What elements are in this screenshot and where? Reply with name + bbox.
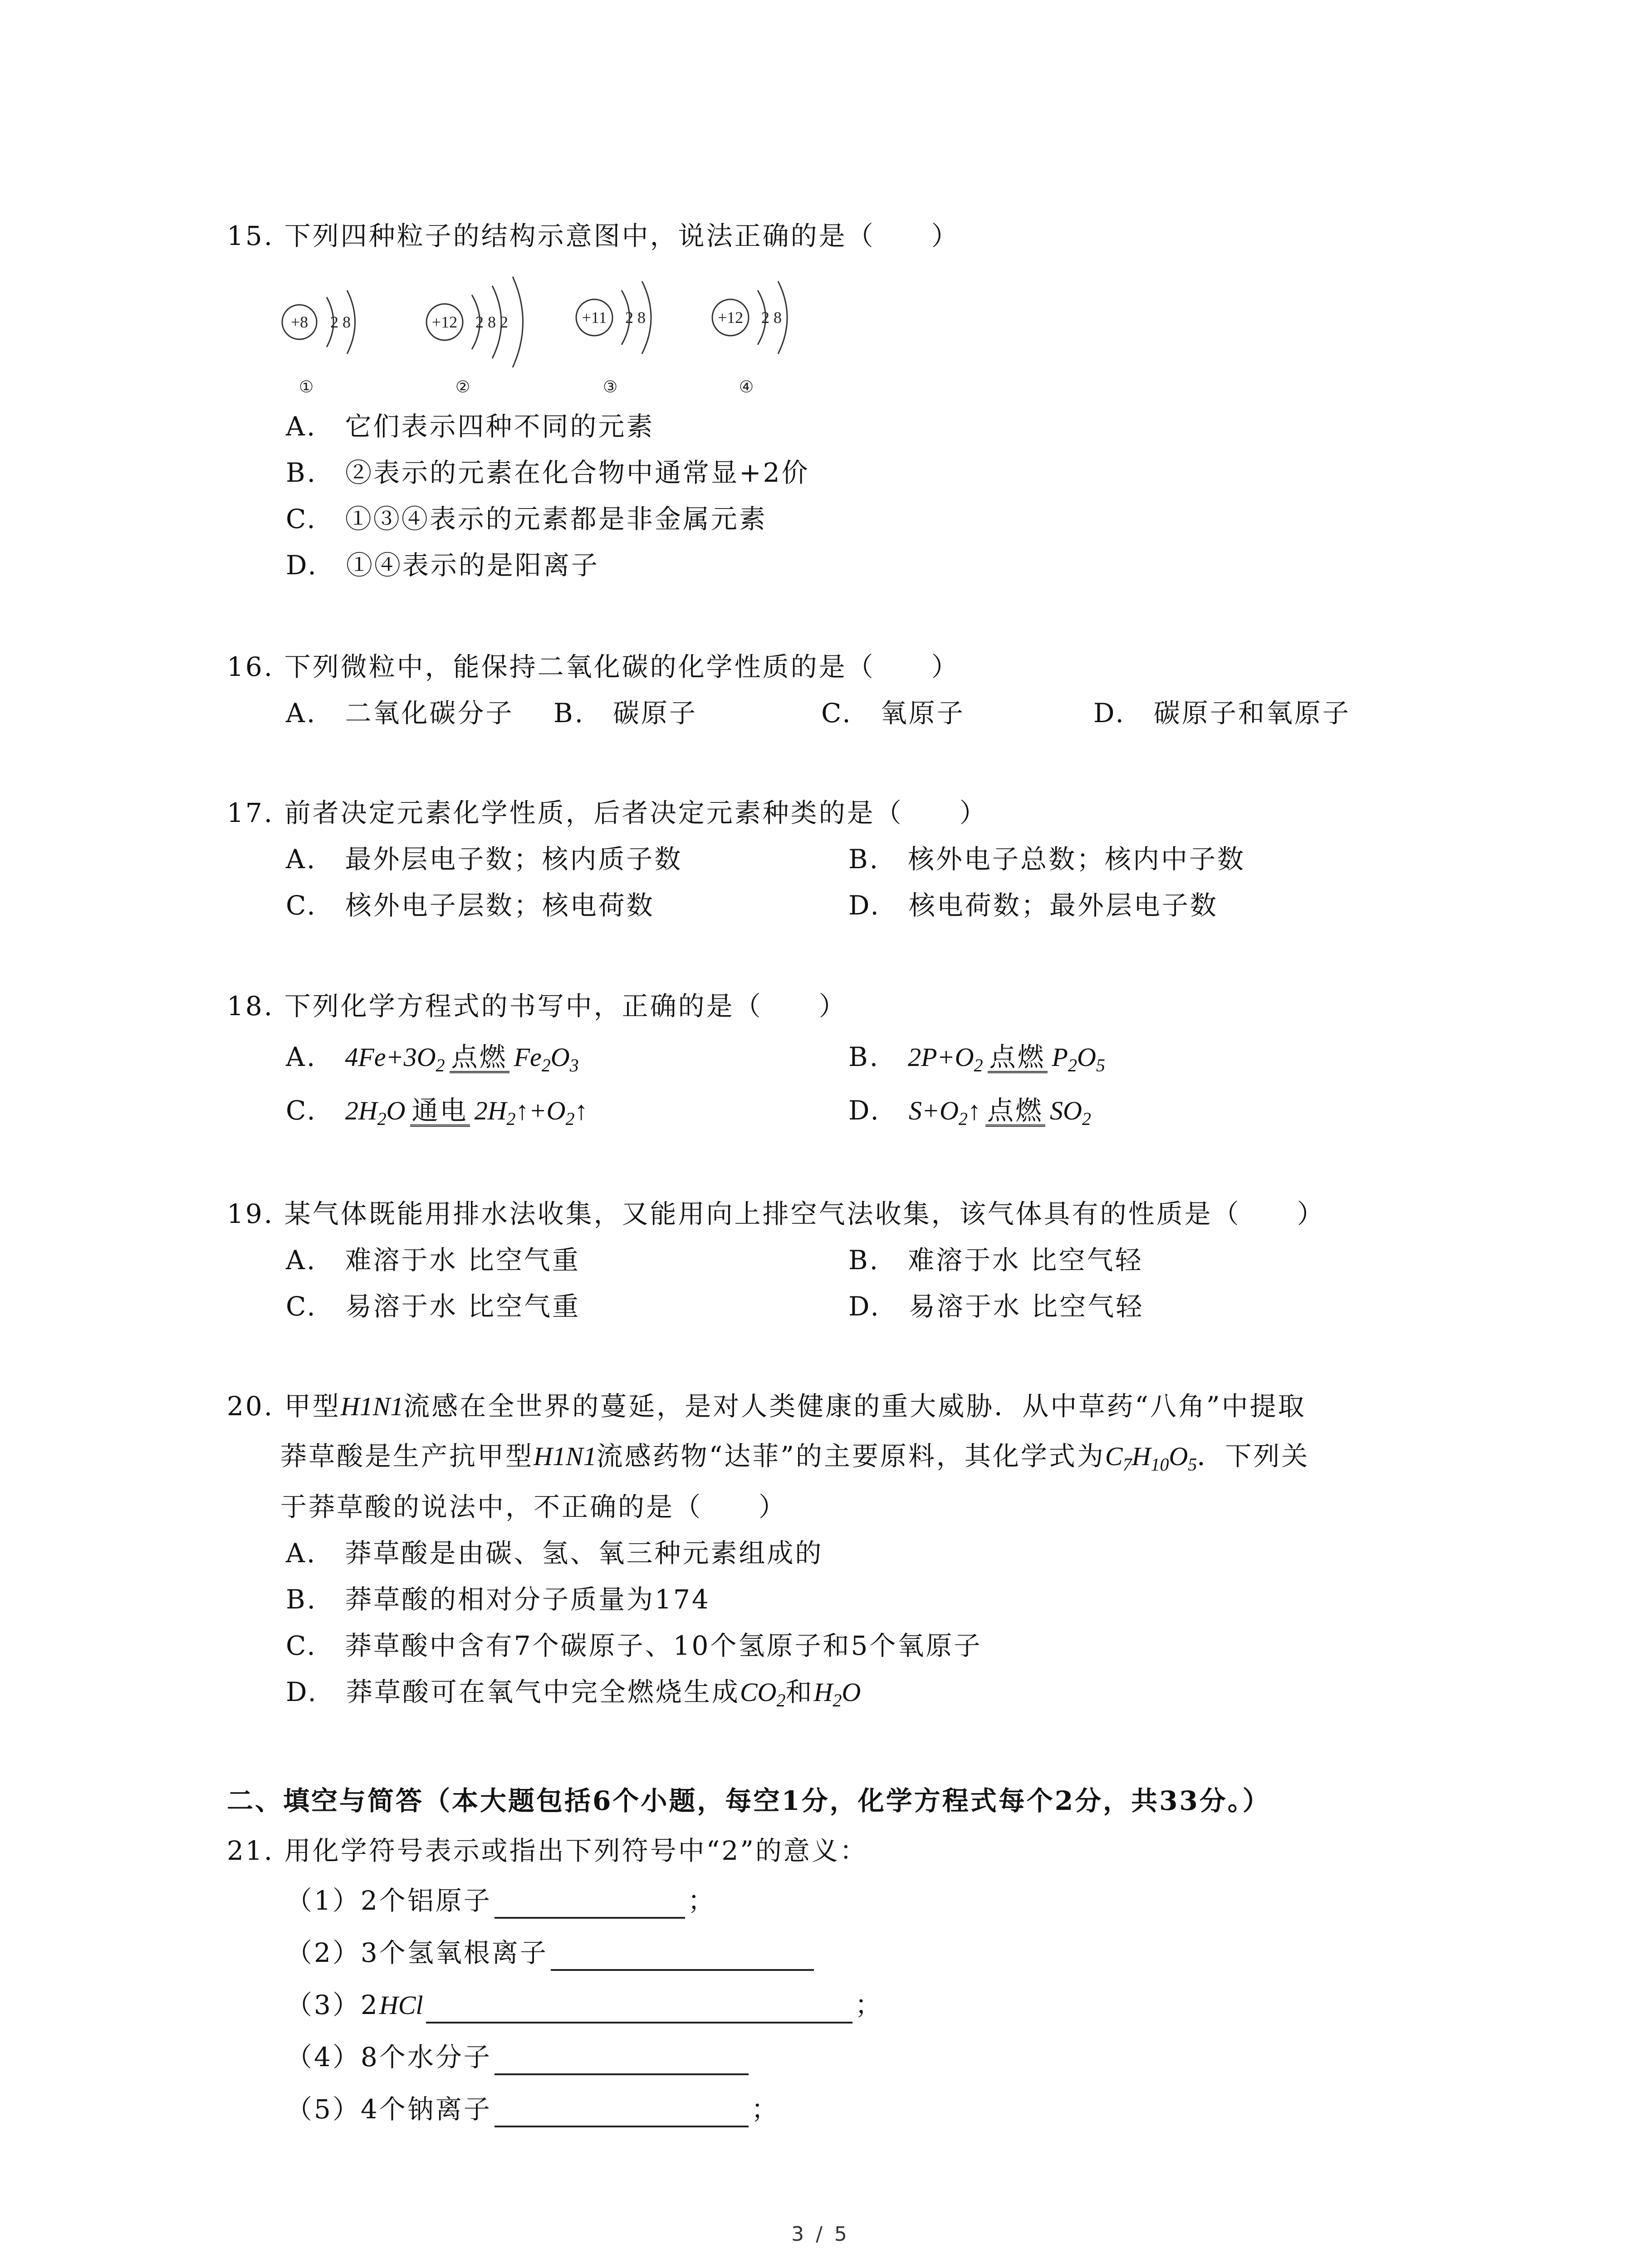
q20-option-c: C. 莽草酸中含有7个碳原子、10个氢原子和5个氧原子 [286,1630,982,1661]
answer-blank-1[interactable] [495,1890,685,1919]
q20-line2-c: ．下列关 [1197,1441,1310,1471]
q21-item-3-semicolon: ； [855,1989,883,2020]
q19-stem: 19. 某气体既能用排水法收集，又能用向上排空气法收集，该气体具有的性质是（ ） [227,1198,1325,1229]
q21-item-1 [286,1882,716,1919]
atom-diagram-1 [282,290,355,396]
label-4: ④ [739,378,754,396]
q20-option-d: D. 莽草酸可在氧气中完全燃烧生成$CO_2$和$H_2O$ [286,1677,861,1711]
q20-line1-b: 流感在全世界的蔓延，是对人类健康的重大威胁．从中草药“八角”中提取 [403,1391,1306,1422]
q18-option-d: D. $S+O_2↑$ 点燃 $SO_2$ [848,1092,1091,1137]
q21-item-5-text: （5）4个钠离子 [286,2094,492,2125]
q20-line2-b: 流感药物“达菲”的主要原料，其化学式为 [596,1441,1105,1471]
nucleus-2: +12 [431,313,458,331]
q21-item-1-semicolon: ； [687,1885,716,1916]
q20-option-d-text: D. 莽草酸可在氧气中完全燃烧生成 [286,1677,740,1707]
q15-stem: 15. 下列四种粒子的结构示意图中，说法正确的是（ ） [227,220,960,251]
q18-stem: 18. 下列化学方程式的书写中，正确的是（ ） [227,991,847,1022]
nucleus-1: +8 [290,313,309,331]
q16-option-c: C. 氧原子 [821,698,965,728]
nucleus-3: +11 [582,308,607,327]
answer-blank-5[interactable] [495,2098,749,2127]
q20-option-d-and: 和 [785,1677,814,1707]
nucleus-4: +12 [717,308,744,327]
q18-c-label: C. [286,1095,317,1126]
answer-blank-2[interactable] [551,1942,814,1971]
q18-option-b: B. $2P+O_2$ 点燃 $P_2O_5$ [848,1039,1105,1084]
q19-option-d: D. 易溶于水 比空气轻 [848,1291,1144,1322]
q15-option-a: A. 它们表示四种不同的元素 [286,411,655,442]
q20-line3: 于莽草酸的说法中，不正确的是（ ） [280,1491,787,1522]
q16-option-d: D. 碳原子和氧原子 [1093,698,1351,728]
q21-item-3-text: （3）2 [286,1989,379,2020]
q20-line2-a: 莽草酸是生产抗甲型 [280,1441,534,1471]
q20-line1-a: 甲型 [284,1391,341,1422]
q15-option-d: D. ①④表示的是阳离子 [286,550,599,581]
q19-option-c: C. 易溶于水 比空气重 [286,1291,581,1322]
q20-option-b: B. 莽草酸的相对分子质量为174 [286,1584,710,1615]
q16-stem: 16. 下列微粒中，能保持二氧化碳的化学性质的是（ ） [227,651,960,682]
label-2: ② [455,378,470,396]
q18-b-label: B. [848,1041,880,1072]
answer-blank-3[interactable] [426,1994,852,2024]
q17-option-b: B. 核外电子总数；核内中子数 [848,844,1246,875]
q21-stem: 21. 用化学符号表示或指出下列符号中“2”的意义： [227,1835,868,1866]
q19-option-a: A. 难溶于水 比空气重 [286,1245,580,1276]
q18-option-c: C. $2H_2O$ 通电 $2H_2↑+O_2↑$ [286,1092,588,1137]
q20-line1: 20. 甲型H1N1流感在全世界的蔓延，是对人类健康的重大威胁．从中草药“八角”中提取 [227,1391,1306,1422]
label-3: ③ [603,378,618,396]
answer-blank-4[interactable] [495,2046,749,2075]
atom-diagram-4 [712,281,787,396]
q21-item-3-formula: HCl [379,1990,423,2020]
q18-a-label: A. [286,1041,317,1072]
q21-item-5 [286,2091,779,2127]
page-number: 3 / 5 [791,2223,850,2246]
q18-d-label: D. [848,1095,881,1126]
q17-option-d: D. 核电荷数；最外层电子数 [848,890,1218,921]
q18-d-condition: 点燃 [985,1092,1045,1129]
q18-c-condition: 通电 [410,1092,470,1129]
shells-1: 2 8 [330,313,351,331]
q21-item-1-text: （1）2个铝原子 [286,1885,492,1916]
q21-item-5-semicolon: ； [751,2094,779,2125]
q16-option-a: A. 二氧化碳分子 [286,698,514,728]
q17-stem: 17. 前者决定元素化学性质，后者决定元素种类的是（ ） [227,797,988,828]
q17-option-a: A. 最外层电子数；核内质子数 [286,844,683,875]
atom-structure-diagrams [272,254,862,404]
q21-item-2-text: （2）3个氢氧根离子 [286,1937,548,1968]
q17-option-c: C. 核外电子层数；核电荷数 [286,890,655,921]
shells-3: 2 8 [625,308,646,327]
atom-diagram-2 [426,277,523,396]
q20-line2: 莽草酸是生产抗甲型H1N1流感药物“达菲”的主要原料，其化学式为$C_7H_{10}O_5$．下列关 [280,1441,1310,1475]
q19-option-b: B. 难溶于水 比空气轻 [848,1245,1143,1276]
q20-option-a: A. 莽草酸是由碳、氢、氧三种元素组成的 [286,1538,823,1569]
q15-option-c: C. ①③④表示的元素都是非金属元素 [286,503,767,534]
q21-item-4 [286,2039,751,2075]
q20-number: 20. [227,1391,274,1422]
q21-item-2 [286,1935,817,1971]
q21-item-3 [286,1987,883,2024]
q15-option-b: B. ②表示的元素在化合物中通常显+2价 [286,457,810,488]
q18-option-a: A. $4Fe+3O_2$ 点燃 $Fe_2O_3$ [286,1039,579,1084]
q18-a-condition: 点燃 [450,1039,509,1075]
q18-b-condition: 点燃 [988,1039,1048,1075]
section2-title: 二、填空与简答（本大题包括6个小题，每空1分，化学方程式每个2分，共33分。） [227,1785,1271,1816]
atom-diagram-3 [576,281,651,396]
q21-item-4-text: （4）8个水分子 [286,2042,492,2072]
shells-4: 2 8 [761,308,782,327]
q16-option-b: B. 碳原子 [554,698,698,728]
shells-2: 2 8 2 [475,313,508,331]
label-1: ① [299,378,314,396]
